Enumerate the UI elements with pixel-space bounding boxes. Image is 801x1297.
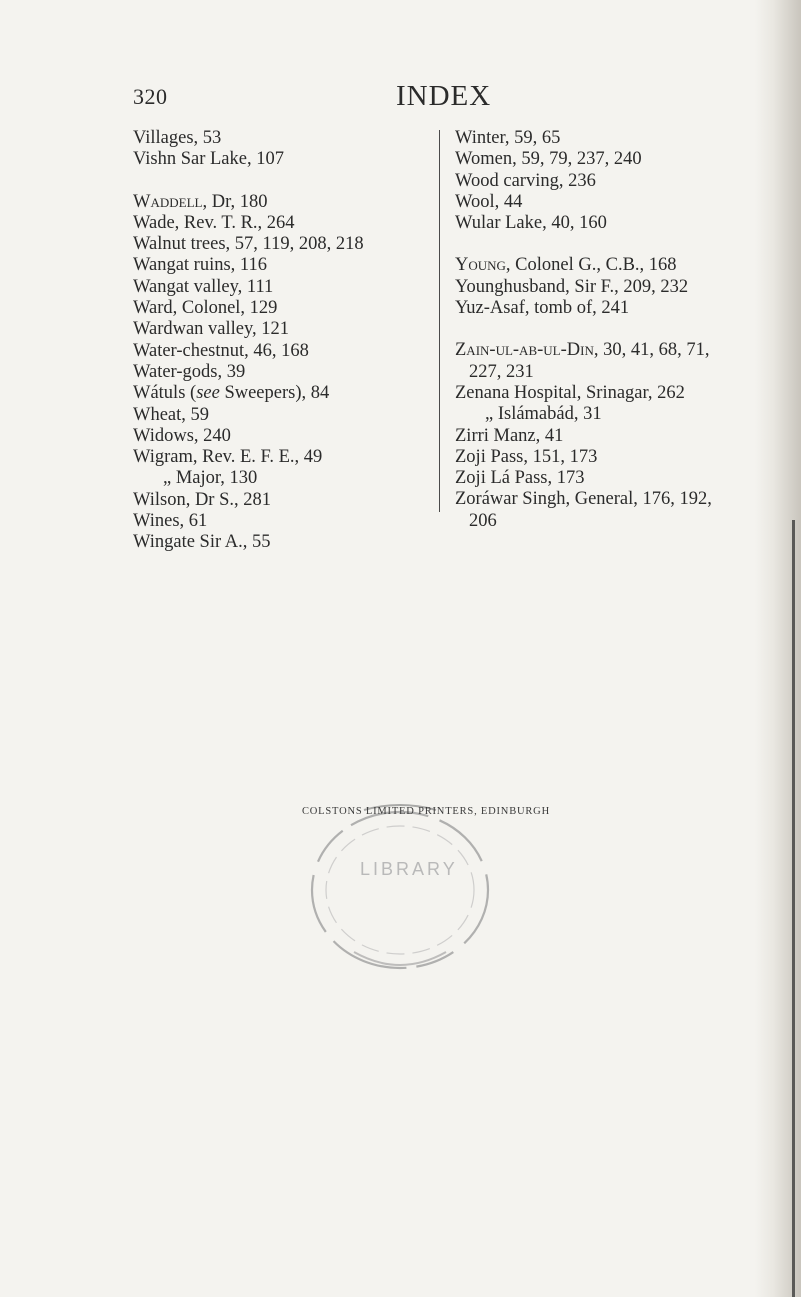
entry-text: Zirri Manz, 41 xyxy=(455,425,564,446)
index-entry xyxy=(455,192,755,213)
entry-text: Wheat, 59 xyxy=(133,404,210,425)
index-entry xyxy=(133,405,433,426)
stamp-label: LIBRARY xyxy=(360,859,458,879)
entry-text: Wardwan valley, 121 xyxy=(133,319,290,340)
index-entry xyxy=(455,298,755,319)
index-entry xyxy=(133,447,433,468)
index-entry xyxy=(455,277,755,298)
entry-text: Winter, 59, 65 xyxy=(455,128,561,148)
entry-text: Zoji Pass, 151, 173 xyxy=(455,446,598,467)
index-entry xyxy=(455,340,755,361)
entry-heading-smallcaps: Young xyxy=(455,255,506,276)
index-entry xyxy=(133,213,433,234)
entry-text: Sweepers), 84 xyxy=(219,383,330,404)
index-entry xyxy=(133,192,433,213)
entry-text: Wilson, Dr S., 281 xyxy=(133,489,272,510)
entry-text: Wular Lake, 40, 160 xyxy=(455,213,607,234)
index-entry xyxy=(133,277,433,298)
index-entry xyxy=(133,128,433,149)
entry-text: Zoji Lá Pass, 173 xyxy=(455,468,585,489)
index-entry xyxy=(133,426,433,447)
index-entry xyxy=(133,149,433,170)
index-entry xyxy=(455,149,755,170)
index-entry xyxy=(133,490,433,511)
index-entry xyxy=(133,511,433,532)
entry-text: Yuz-Asaf, tomb of, 241 xyxy=(455,298,630,319)
index-entry xyxy=(455,383,755,404)
entry-text: Ward, Colonel, 129 xyxy=(133,298,278,319)
entry-text: Wool, 44 xyxy=(455,191,523,212)
printer-imprint: COLSTONS LIMITED PRINTERS, EDINBURGH xyxy=(302,806,550,817)
entry-text: Wood carving, 236 xyxy=(455,170,596,191)
entry-text: Zoráwar Singh, General, 176, 192, xyxy=(455,489,712,510)
entry-text: „ Islámabád, 31 xyxy=(485,404,602,425)
index-entry xyxy=(133,255,433,276)
entry-heading-smallcaps: Waddell xyxy=(133,191,203,212)
entry-prefix: Wátuls ( xyxy=(133,383,197,404)
index-entry xyxy=(133,234,433,255)
index-entry xyxy=(133,341,433,362)
index-entry xyxy=(133,532,433,553)
index-entry xyxy=(133,298,433,319)
index-column-left xyxy=(133,128,433,554)
entry-text: , Dr, 180 xyxy=(202,191,268,212)
index-entry xyxy=(455,213,755,234)
entry-text: 206 xyxy=(469,510,497,531)
binding-edge-line xyxy=(792,520,795,1297)
entry-gap xyxy=(455,234,755,255)
index-entry xyxy=(455,404,755,425)
entry-text: Younghusband, Sir F., 209, 232 xyxy=(455,276,689,297)
index-entry xyxy=(455,489,755,510)
entry-text: , 30, 41, 68, 71, xyxy=(593,340,710,361)
index-column-right xyxy=(455,128,755,532)
entry-text: Villages, 53 xyxy=(133,128,222,148)
page-header xyxy=(133,80,733,124)
index-entry xyxy=(133,319,433,340)
index-entry xyxy=(455,128,755,149)
index-entry xyxy=(133,468,433,489)
index-entry xyxy=(455,362,755,383)
entry-text: Water-chestnut, 46, 168 xyxy=(133,340,309,361)
index-entry xyxy=(455,426,755,447)
index-entry xyxy=(455,255,755,276)
index-entry xyxy=(455,468,755,489)
entry-gap xyxy=(133,171,433,192)
entry-see-reference: see xyxy=(196,383,220,404)
entry-text: Wangat valley, 111 xyxy=(133,276,274,297)
index-entry xyxy=(455,447,755,468)
index-entry xyxy=(455,171,755,192)
entry-text: Wangat ruins, 116 xyxy=(133,255,267,276)
entry-text: , Colonel G., C.B., 168 xyxy=(505,255,677,276)
index-entry xyxy=(133,362,433,383)
entry-text: Wines, 61 xyxy=(133,511,208,532)
entry-text: Wade, Rev. T. R., 264 xyxy=(133,212,295,233)
entry-text: 227, 231 xyxy=(469,361,534,382)
entry-text: Walnut trees, 57, 119, 208, 218 xyxy=(133,234,364,255)
entry-text: Widows, 240 xyxy=(133,425,231,446)
entry-heading-smallcaps: Zain-ul-ab-ul-Din xyxy=(455,340,594,361)
entry-gap xyxy=(455,319,755,340)
entry-text: Zenana Hospital, Srinagar, 262 xyxy=(455,382,685,403)
entry-text: Vishn Sar Lake, 107 xyxy=(133,149,284,170)
entry-text: „ Major, 130 xyxy=(163,468,258,489)
index-entry xyxy=(455,511,755,532)
page-number: 320 xyxy=(133,84,168,109)
column-divider xyxy=(439,130,440,512)
library-stamp xyxy=(302,800,497,970)
entry-text: Wigram, Rev. E. F. E., 49 xyxy=(133,447,323,468)
entry-text: Water-gods, 39 xyxy=(133,361,246,382)
entry-text: Wingate Sir A., 55 xyxy=(133,532,271,553)
entry-text: Women, 59, 79, 237, 240 xyxy=(455,149,642,170)
index-entry xyxy=(133,383,433,404)
running-title: INDEX xyxy=(396,80,492,112)
